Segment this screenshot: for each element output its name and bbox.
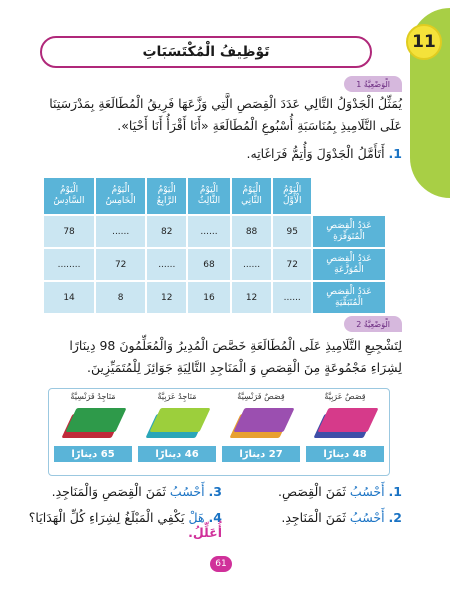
table-cell: 88 <box>231 215 273 248</box>
price-label: 27 دينارًا <box>222 446 300 462</box>
column-header-day-4: الْيَوْمُ الرَّابِعُ <box>146 177 187 215</box>
price-label: 48 دينارًا <box>306 446 384 462</box>
row-label: عَدَدُ الْقِصَصِ الْمُتَوَفِّرَةِ <box>312 215 386 248</box>
table-cell: 78 <box>43 215 95 248</box>
column-header-day-6: الْيَوْمُ السَّادِسُ <box>43 177 95 215</box>
item-caption: قِصَصٌ فَرَنْسِيَّةٌ <box>237 392 285 401</box>
situation-2-line-2: لِشِرَاءِ مَجْمُوعَةٍ مِنَ الْقِصَصِ وَ الْمَنَاجِدِ التَّالِيَةِ جَوَائِزَ لِلْمُتَمَيِّزِينَ. <box>87 360 402 375</box>
table-cell: 72 <box>95 248 146 281</box>
table-cell: ........ <box>43 248 95 281</box>
books-icon <box>315 406 375 444</box>
table-cell: 8 <box>95 281 146 314</box>
table-cell: 95 <box>272 215 312 248</box>
table-cell: ...... <box>187 215 230 248</box>
table-cell: 14 <box>43 281 95 314</box>
stories-table <box>42 176 387 315</box>
situation-1-tag: الْوَضْعِيَّةُ 1 <box>344 76 402 92</box>
question-2: 2. أَحْسُبُ ثَمَنَ الْمَنَاجِدِ. <box>281 510 402 525</box>
question-text: أَتَأَمَّلُ الْجَدْوَلَ وَأُتِمُّ فَرَاغَاتِه. <box>246 146 385 161</box>
table-cell: 72 <box>272 248 312 281</box>
column-header-day-2: الْيَوْمُ الثَّانِي <box>231 177 273 215</box>
question-4: 4. هَلْ يَكْفِي الْمَبْلَغُ لِشِرَاءِ كُلِّ الْهَدَايَا؟ أُعَلِّلُ. <box>28 510 222 540</box>
item-caption: مَنَاجِدُ عَرَبِيَّةٌ <box>157 392 197 401</box>
table-cell: ...... <box>272 281 312 314</box>
question-1-a <box>102 144 402 164</box>
table-cell: 82 <box>146 215 187 248</box>
table-row-remaining <box>43 281 386 314</box>
question-1: 1. أَحْسُبُ ثَمَنَ الْقِصَصِ. <box>278 484 402 499</box>
question-3: 3. أَحْسُبُ ثَمَنَ الْقِصَصِ وَالْمَنَاجِدِ. <box>51 484 222 499</box>
table-cell: ...... <box>95 215 146 248</box>
item-french-stories <box>222 392 300 444</box>
page-title: تَوْظِيفُ الْمُكْتَسَبَاتِ <box>40 36 372 68</box>
item-french-dictionaries <box>54 392 132 444</box>
table-corner <box>312 177 386 215</box>
row-label: عَدَدُ الْقِصَصِ الْمُوَزَّعَةِ <box>312 248 386 281</box>
item-caption: قِصَصٌ عَرَبِيَّةٌ <box>324 392 366 401</box>
books-icon <box>147 406 207 444</box>
situation-2-line-1: لِتَشْجِيعِ التَّلَامِيذِ عَلَى الْمُطَالَعَةِ خَصَّصَ الْمُدِيرُ وَالْمُعَلِّمُونَ 98 دِينَارًا <box>69 338 402 353</box>
price-label: 65 دينارًا <box>54 446 132 462</box>
item-arabic-stories <box>306 392 384 444</box>
table-cell: ...... <box>146 248 187 281</box>
row-label: عَدَدُ الْقِصَصِ الْمُتَبَقِّيَةِ <box>312 281 386 314</box>
table-cell: 12 <box>146 281 187 314</box>
table-row-distributed <box>43 248 386 281</box>
table-cell: 16 <box>187 281 230 314</box>
table-cell: ...... <box>231 248 273 281</box>
item-caption: مَنَاجِدُ فَرَنْسِيَّةٌ <box>70 392 116 401</box>
lesson-number-badge: 11 <box>406 24 442 60</box>
question-number: 1. <box>388 146 402 161</box>
column-header-day-1: الْيَوْمُ الْأَوَّلُ <box>272 177 312 215</box>
situation-1-line-1: يُمَثِّلُ الْجَدْوَلُ التَّالِي عَدَدَ الْقِصَصِ الَّتِي وَزَّعَهَا فَرِيقُ الْمُطَالَعَةِ بِمَدْرَسَتِنَا <box>49 96 402 111</box>
table-cell: 68 <box>187 248 230 281</box>
column-header-day-3: الْيَوْمُ الثَّالِثُ <box>187 177 230 215</box>
page-number: 61 <box>210 556 232 572</box>
table-cell: 12 <box>231 281 273 314</box>
column-header-day-5: الْيَوْمُ الْخَامِسُ <box>95 177 146 215</box>
books-icon <box>63 406 123 444</box>
situation-2-tag: الْوَضْعِيَّةُ 2 <box>344 316 402 332</box>
price-label: 46 دينارًا <box>138 446 216 462</box>
table-row-available <box>43 215 386 248</box>
situation-1-line-2: عَلَى التَّلَامِيذِ بِمُنَاسَبَةِ أُسْبُوعِ الْمُطَالَعَةِ «أَنَا أَقْرَأُ أَنَا أَحْيَا». <box>117 118 402 133</box>
item-arabic-dictionaries <box>138 392 216 444</box>
books-icon <box>231 406 291 444</box>
